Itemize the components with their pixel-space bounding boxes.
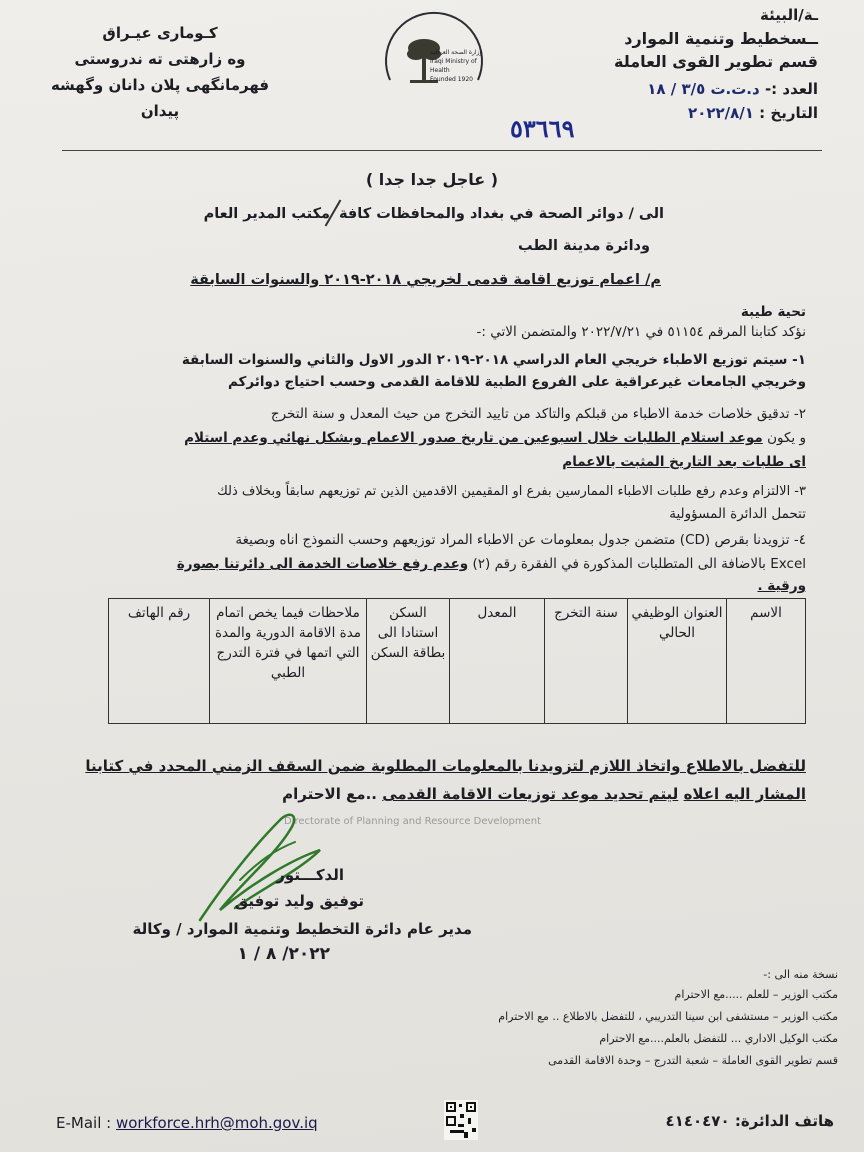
header-divider [62, 150, 822, 151]
para-2-line-2-lead: و يكون [767, 430, 806, 446]
doc-number-line [498, 80, 818, 98]
copies-item-3: مكتب الوكيل الاداري ... للتفضل بالعلم....مع الاحترام [599, 1032, 838, 1045]
doctor-info-table [108, 598, 806, 724]
col-grad-year: سنة التخرج [545, 599, 628, 724]
para-4-line-2-emphasis: وعدم رفع خلاصات الخدمة الى دائرتنا بصورة [176, 556, 469, 572]
ministry-logo [372, 2, 496, 126]
closing-line-2 [54, 784, 806, 804]
doc-date-label: التاريخ : [759, 104, 818, 122]
addressee-line2: ودائرة مدينة الطب [518, 238, 650, 254]
doc-date-value: ٢٠٢٢/٨/١ [688, 104, 754, 122]
closing-line-2-lead: المشار اليه اعلاه [683, 785, 806, 803]
col-name: الاسم [727, 599, 806, 724]
para-4-line-2 [54, 554, 806, 574]
watermark-text: Directorate of Planning and Resource Development [284, 816, 541, 827]
copies-item-1: مكتب الوزير – للعلم .....مع الاحترام [674, 988, 838, 1001]
para-1-line-1: ١- سيتم توزيع الاطباء خريجي العام الدراسي ٢٠١٨-٢٠١٩ الدور الاول والثاني والسنوات السابقة [181, 352, 806, 368]
logo-founded: Founded 1920 [430, 76, 473, 83]
closing-line-2-emphasis: ليتم تحديد موعد توزيعات الاقامة القدمى [382, 785, 679, 803]
greeting: تحية طيبة [740, 304, 806, 320]
doc-number-label: العدد :- [764, 80, 818, 98]
copies-heading: نسخة منه الى :- [763, 968, 838, 981]
phone-value: ٤١٤٠٤٧٠ [665, 1112, 730, 1130]
header-right-line1: ـة/البيئة [760, 6, 818, 24]
signature-name: توفيق وليد توفيق [234, 892, 364, 910]
header-right-line3: قسم تطوير القوى العاملة [614, 52, 818, 71]
doc-number-value: د.ت.ت ٣/٥ / ١٨ [647, 80, 760, 98]
para-2-line-1: ٢- تدقيق خلاصات خدمة الاطباء من قبلكم والتاكد من تاييد التخرج من حيث المعدل و سنة التخرج [270, 406, 806, 422]
addressee: الى / دوائر الصحة في بغداد والمحافظات كافة [339, 206, 664, 222]
incoming-stamp-number: ٥٣٦٦٩ [510, 114, 575, 143]
para-4-line-1: ٤- تزويدنا بقرص (CD) متضمن جدول بمعلومات عن الاطباء المراد توزيعهم وحسب النموذج اناه وبصيغة [235, 532, 806, 548]
side-office: مكتب المدير العام [203, 206, 330, 222]
col-job-title: العنوان الوظيفي الحالي [628, 599, 727, 724]
col-notes: ملاحظات فيما يخص اتمام مدة الاقامة الدورية والمدة التي اتمها في فترة التدرج الطبي [210, 599, 367, 724]
urgency-label: ( عاجل جدا جدا ) [365, 170, 499, 189]
subject-line: م/ اعمام توزيع اقامة قدمى لخريجي ٢٠١٨-٢٠١٩ والسنوات السابقة [190, 272, 661, 288]
para-3-line-2: تتحمل الدائرة المسؤولية [669, 506, 806, 522]
header-left-line2: وه زارهتى ته ندروستى [74, 50, 246, 68]
para-2-line-3: اى طلبات بعد التاريخ المثبت بالاعمام [562, 454, 806, 470]
email-line [56, 1114, 318, 1132]
signature-position: مدير عام دائرة التخطيط وتنمية الموارد / وكالة [132, 920, 472, 938]
signature-title: الدكـــتور [276, 866, 344, 884]
phone-line [666, 1112, 834, 1130]
para-2-line-2 [54, 428, 806, 448]
intro-line: نؤكد كتابنا المرقم ٥١١٥٤ في ٢٠٢٢/٧/٢١ والمتضمن الاتي :- [476, 324, 806, 340]
closing-line-1: للتفضل بالاطلاع واتخاذ اللازم لتزويدنا بالمعلومات المطلوبة ضمن السقف الزمني المحدد في كتابنا [85, 757, 806, 775]
header-right-block [518, 4, 818, 73]
email-label: E-Mail : [56, 1114, 112, 1132]
qr-code-icon [444, 1100, 478, 1140]
footer [0, 1092, 864, 1152]
closing-line-2-tail: ..مع الاحترام [282, 785, 377, 803]
table-header-row [109, 599, 806, 724]
logo-name-en: Iraqi Ministry of Health [430, 58, 477, 74]
col-residence: السكن استنادا الى بطاقة السكن [367, 599, 450, 724]
copies-item-2: مكتب الوزير – مستشفى ابن سينا التدريبي ، للتفضل بالاطلاع .. مع الاحترام [498, 1010, 838, 1023]
para-2-line-2-emphasis: موعد استلام الطلبات خلال اسبوعين من تاريخ صدور الاعمام وبشكل نهائي وعدم استلام [184, 430, 763, 446]
signature-date: ٢٠٢٢/ ٨ / ١ [237, 944, 330, 964]
copies-item-4: قسم تطوير القوى العاملة – شعبة التدرج – وحدة الاقامة القدمى [548, 1054, 838, 1067]
header-right-line2: ــسخطيط وتنمية الموارد [624, 29, 818, 48]
email-link[interactable]: workforce.hrh@moh.gov.iq [115, 1114, 318, 1132]
col-phone: رقم الهاتف [109, 599, 210, 724]
phone-label: هاتف الدائرة: [734, 1112, 834, 1130]
para-4-line-3: ورقية . [757, 578, 806, 594]
col-gpa: المعدل [450, 599, 545, 724]
para-1-line-2: وخريجي الجامعات غيرعراقية على الفروع الطبية للاقامة القدمى وحسب احتياج دوائركم [227, 374, 806, 390]
header-left-block [40, 20, 280, 124]
logo-name-ar: وزارة الصحة العراقية [430, 49, 483, 56]
header-left-line3: فهرمانگهى پلان دانان وگهشه پيدان [50, 76, 270, 120]
para-4-line-2-lead: Excel بالاضافة الى المتطلبات المذكورة في الفقرة رقم (٢) [472, 556, 806, 572]
header-left-line1: كـومارى عيـراق [102, 24, 218, 42]
para-3-line-1: ٣- الالتزام وعدم رفع طلبات الاطباء الممارسين بفرع او المقيمين الاقدمين الذين تم توزيعهم سابقاً وبخلاف ذلك [217, 484, 806, 499]
